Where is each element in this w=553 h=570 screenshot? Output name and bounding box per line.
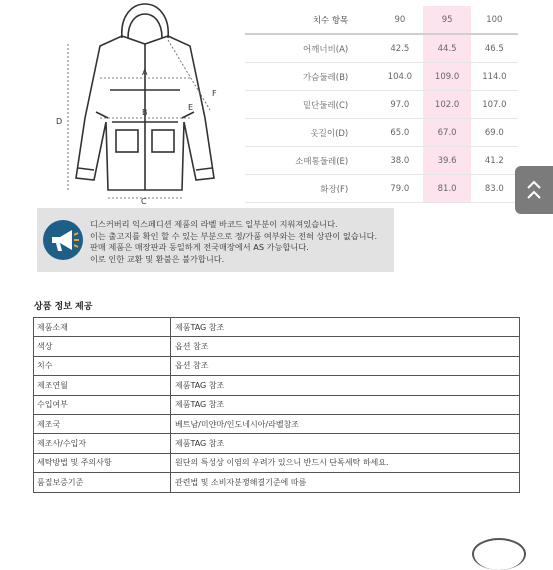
info-key: 제조사/수입자 [34, 434, 171, 453]
notice-line: 디스커버리 익스페디션 제품의 라벨 바코드 일부분이 지워져있습니다. [90, 219, 338, 229]
size-100-header: 100 [471, 6, 518, 34]
info-key: 색상 [34, 337, 171, 356]
size-row-label: 어깨너비(A) [245, 34, 376, 63]
size-90-header: 90 [376, 6, 423, 34]
size-row-label: 소매통둘레(E) [245, 147, 376, 175]
info-value: 제품TAG 참조 [171, 318, 520, 337]
size-table-header-label: 치수 항목 [245, 6, 376, 34]
size-cell: 69.0 [471, 119, 518, 147]
size-row-c [245, 91, 518, 119]
size-cell: 44.5 [423, 34, 470, 63]
table-row [34, 376, 520, 395]
size-row-label: 화장(F) [245, 175, 376, 203]
size-row-b [245, 63, 518, 91]
info-value: 옵션 참조 [171, 356, 520, 375]
table-row [34, 318, 520, 337]
size-table [245, 6, 518, 203]
info-key: 제품소재 [34, 318, 171, 337]
size-cell: 38.0 [376, 147, 423, 175]
label-a: A [142, 68, 148, 77]
info-value: 원단의 특성상 이염의 우려가 있으니 반드시 단독세탁 하세요. [171, 453, 520, 472]
size-row-label: 밑단둘레(C) [245, 91, 376, 119]
size-cell: 102.0 [423, 91, 470, 119]
size-row-d [245, 119, 518, 147]
size-cell: 42.5 [376, 34, 423, 63]
megaphone-icon [43, 220, 83, 260]
size-cell: 107.0 [471, 91, 518, 119]
table-row [34, 434, 520, 453]
label-b: B [142, 108, 148, 117]
notice-line: 이는 출고지를 확인 할 수 있는 부분으로 정/가품 여부와는 전혀 상관이 없습니다. [90, 230, 378, 241]
scroll-top-icon[interactable] [472, 538, 526, 570]
size-cell: 109.0 [423, 63, 470, 91]
label-c: C [141, 197, 147, 205]
size-cell: 114.0 [471, 63, 518, 91]
table-row [34, 414, 520, 433]
table-row [34, 473, 520, 492]
size-table-header-row [245, 6, 518, 34]
notice-line: 이로 인한 교환 및 환불은 불가합니다. [90, 253, 225, 264]
info-key: 치수 [34, 356, 171, 375]
info-value: 베트남/미얀마/인도네시아/라벨참조 [171, 414, 520, 433]
notice-line: 판매 제품은 매장판과 동일하게 전국매장에서 AS 가능합니다. [90, 242, 309, 253]
info-key: 품질보증기준 [34, 473, 171, 492]
table-row [34, 337, 520, 356]
notice-text [90, 219, 390, 265]
table-row [34, 356, 520, 375]
label-d: D [56, 117, 63, 126]
size-row-e [245, 147, 518, 175]
size-row-label: 가슴둘레(B) [245, 63, 376, 91]
size-cell: 83.0 [471, 175, 518, 203]
table-row [34, 395, 520, 414]
size-cell: 41.2 [471, 147, 518, 175]
label-e: E [188, 103, 194, 112]
info-value: 제품TAG 참조 [171, 434, 520, 453]
size-cell: 65.0 [376, 119, 423, 147]
info-value: 관련법 및 소비자분쟁해결기준에 따름 [171, 473, 520, 492]
notice-box [37, 208, 394, 272]
scroll-up-button[interactable] [515, 166, 553, 214]
table-row [34, 453, 520, 472]
product-info-table [33, 317, 520, 493]
label-f: F [212, 89, 217, 98]
info-value: 제품TAG 참조 [171, 376, 520, 395]
size-row-label: 옷길이(D) [245, 119, 376, 147]
size-row-a [245, 34, 518, 63]
size-cell: 104.0 [376, 63, 423, 91]
jacket-size-diagram [0, 0, 240, 205]
size-cell: 46.5 [471, 34, 518, 63]
info-value: 옵션 참조 [171, 337, 520, 356]
product-info-title: 상품 정보 제공 [34, 302, 93, 312]
info-value: 제품TAG 참조 [171, 395, 520, 414]
size-row-f [245, 175, 518, 203]
size-cell: 79.0 [376, 175, 423, 203]
info-key: 수입여부 [34, 395, 171, 414]
size-cell: 81.0 [423, 175, 470, 203]
info-key: 세탁방법 및 주의사항 [34, 453, 171, 472]
size-cell: 39.6 [423, 147, 470, 175]
info-key: 제조연월 [34, 376, 171, 395]
size-cell: 97.0 [376, 91, 423, 119]
chevron-up-icon [525, 176, 543, 204]
size-95-header: 95 [423, 6, 470, 34]
info-key: 제조국 [34, 414, 171, 433]
size-cell: 67.0 [423, 119, 470, 147]
